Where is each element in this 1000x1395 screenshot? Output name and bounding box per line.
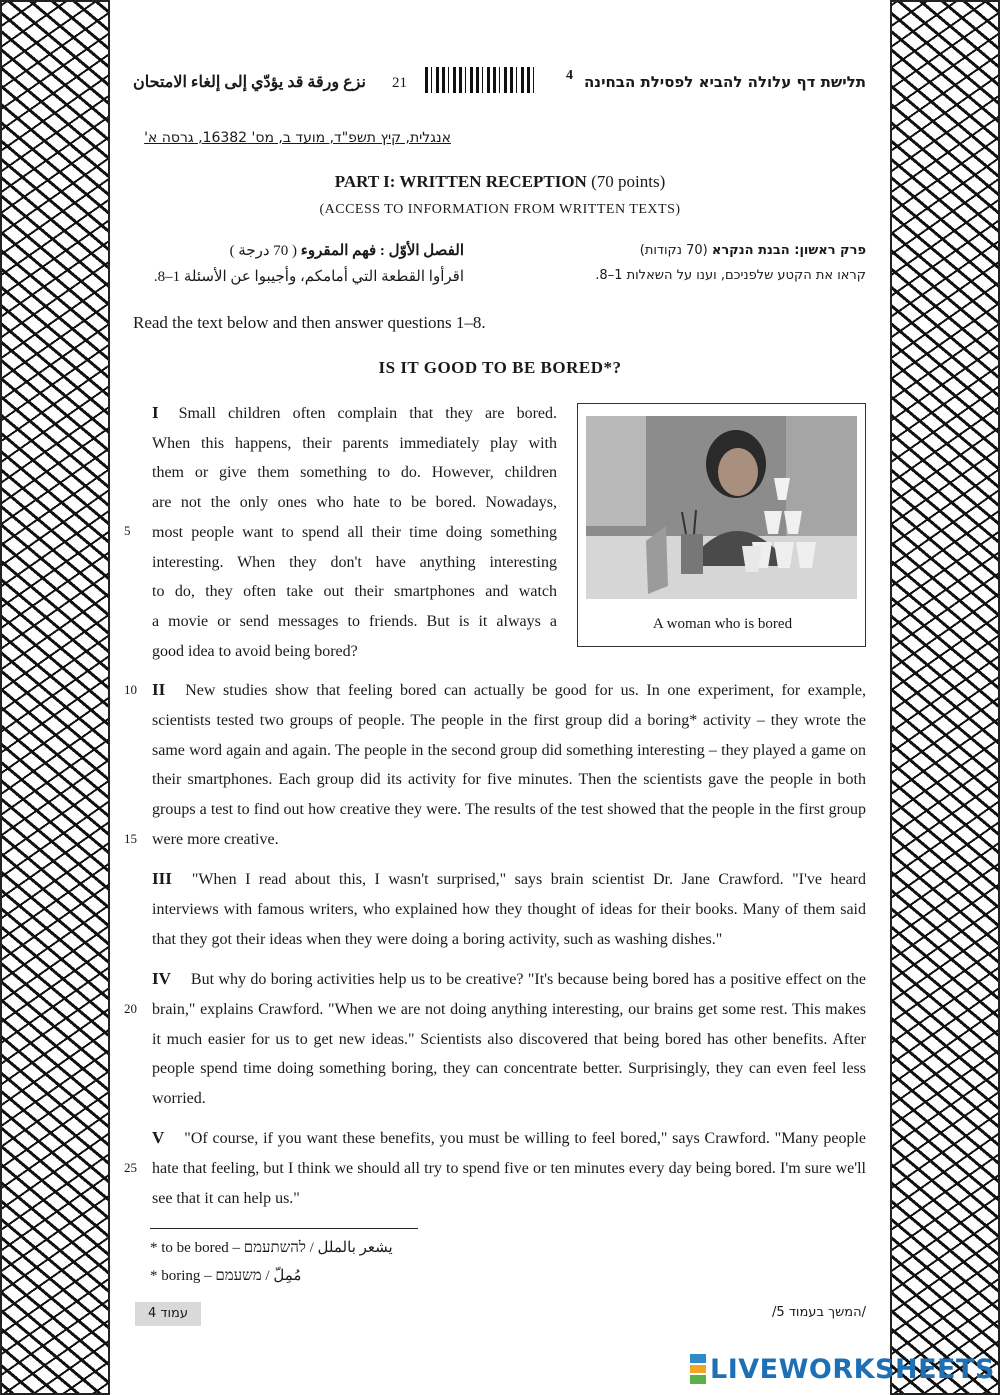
- hebrew-notice: תלישת דף עלולה להביא לפסילת הבחינה: [583, 73, 866, 91]
- paragraph-line: When this happens, their parents immediately play with: [152, 434, 557, 452]
- paragraph-5: [152, 1123, 866, 1213]
- line-number-15: 15: [124, 831, 137, 846]
- paragraph-3: [152, 864, 866, 954]
- footnote-boring: * boring – مُمِلّ / משעמם: [150, 1268, 302, 1284]
- paragraph-text: "Of course, if you want these benefits, you must be willing to feel bored," says Crawford. "Many people hate that feeling, but I think we should all try to spend five or ten minutes every day being bored. I'm sure we'll see that it can help us.": [152, 1130, 866, 1207]
- arabic-code: 21: [392, 75, 407, 91]
- footnote-bored: * to be bored – يشعر بالملل / להשתעמם: [150, 1240, 393, 1256]
- exam-info: אנגלית, קיץ תשפ"ד, מועד ב, מס' 16382, גרסה א': [144, 130, 451, 146]
- part-points: (70 points): [591, 172, 666, 191]
- paragraph-number: V: [152, 1128, 165, 1147]
- part-title: PART I: WRITTEN RECEPTION: [334, 172, 587, 191]
- photo-caption: A woman who is bored: [652, 616, 793, 632]
- hebrew-points: (70 נקודות): [639, 243, 708, 258]
- paragraph-number: III: [152, 869, 172, 888]
- line-number-5: 5: [124, 523, 131, 538]
- paragraph-1: [152, 398, 557, 666]
- hebrew-heading: [560, 243, 866, 258]
- line-number-10: 10: [124, 682, 137, 697]
- arabic-notice: نزع ورقة قد يؤدّي إلى إلغاء الامتحان: [133, 74, 366, 91]
- article-title: [0, 358, 1000, 378]
- photo-frame: [577, 403, 866, 647]
- article-title-text: IS IT GOOD TO BE BORED: [378, 358, 604, 377]
- arabic-instruction: اقرأوا القطعة التي أمامكم، وأجيبوا عن الأسئلة 1–8.: [153, 269, 464, 285]
- line-number-25: 25: [124, 1160, 137, 1175]
- arabic-points: ( 70 درجة ): [229, 243, 298, 259]
- liveworksheets-watermark: [690, 1352, 995, 1386]
- article-title-mark: *?: [603, 358, 622, 377]
- paragraph-line: to do, they often take out their smartphones and watch: [152, 583, 557, 601]
- paragraph-line: are not the only ones who hate to be bored. Nowadays,: [152, 494, 557, 512]
- paragraph-text: "When I read about this, I wasn't surprised," says brain scientist Dr. Jane Crawford. "I've heard interviews with famous writers, who explained how they thought of ideas for their books. Many of them said that they got their ideas when they were doing a boring activity, such as washing dishes.": [152, 871, 866, 948]
- paragraph-text: But why do boring activities help us to be creative? "It's because being bored has a positive effect on the brain," explains Crawford. "When we are not doing anything interesting, our brains get some rest. This makes it much easier for us to get new ideas." Scientists also discovered that being bored has other benefits. After people spend time doing something boring, they can concentrate better. Surprisingly, they can even feel less worried.: [152, 971, 866, 1108]
- paragraph-number: I: [152, 403, 159, 422]
- paragraph-line: a movie or send messages to friends. But is it always a: [152, 612, 557, 630]
- arabic-title: الفصل الأوّل : فهم المقروء: [300, 243, 464, 259]
- arabic-heading: [144, 241, 464, 260]
- paragraph-line: them or give them something to do. However, children: [152, 464, 557, 482]
- page-number: 4: [566, 68, 573, 83]
- paragraph-number: IV: [152, 969, 171, 988]
- paragraph-line: Small children often complain that they are bored.: [178, 405, 557, 422]
- paragraph-number: II: [152, 680, 166, 699]
- paragraph-line: good idea to avoid being bored?: [152, 642, 358, 660]
- liveworksheets-logo-icon: [690, 1354, 706, 1384]
- hebrew-instruction: קראו את הקטע שלפניכם, וענו על השאלות 1–8.: [595, 268, 866, 283]
- bored-woman-photo: [586, 416, 857, 599]
- paragraph-text: New studies show that feeling bored can actually be good for us. In one experiment, for example, scientists tested two groups of people. The people in the first group did a boring* activity – they wrote the same word again and again. The people in the second group did something interesting – they played a game on their smartphones. Each group did its activity for five minutes. Then the scientists gave the people in both groups a test to find out how creative they were. The results of the test showed that the people in the first group were more creative.: [152, 682, 866, 848]
- paragraph-line: interesting. When they don't have anything interesting: [152, 553, 557, 571]
- paragraph-line: most people want to spend all their time doing something: [152, 523, 557, 541]
- footnote-divider: [150, 1228, 418, 1229]
- paragraph-4: [152, 964, 866, 1114]
- watermark-text: LIVEWORKSHEETS: [710, 1353, 995, 1385]
- barcode: [425, 67, 537, 93]
- paragraph-2: [152, 675, 866, 855]
- part-subtitle: (ACCESS TO INFORMATION FROM WRITTEN TEXTS): [319, 202, 681, 217]
- line-number-20: 20: [124, 1001, 137, 1016]
- photo-illustration: [586, 416, 857, 599]
- continue-label: /המשך בעמוד 5/: [772, 1305, 866, 1320]
- read-instruction: Read the text below and then answer questions 1–8.: [133, 313, 486, 332]
- part-title-line: [0, 172, 1000, 192]
- hebrew-title: פרק ראשון: הבנת הנקרא: [711, 243, 866, 258]
- page-label: עמוד 4: [135, 1302, 201, 1326]
